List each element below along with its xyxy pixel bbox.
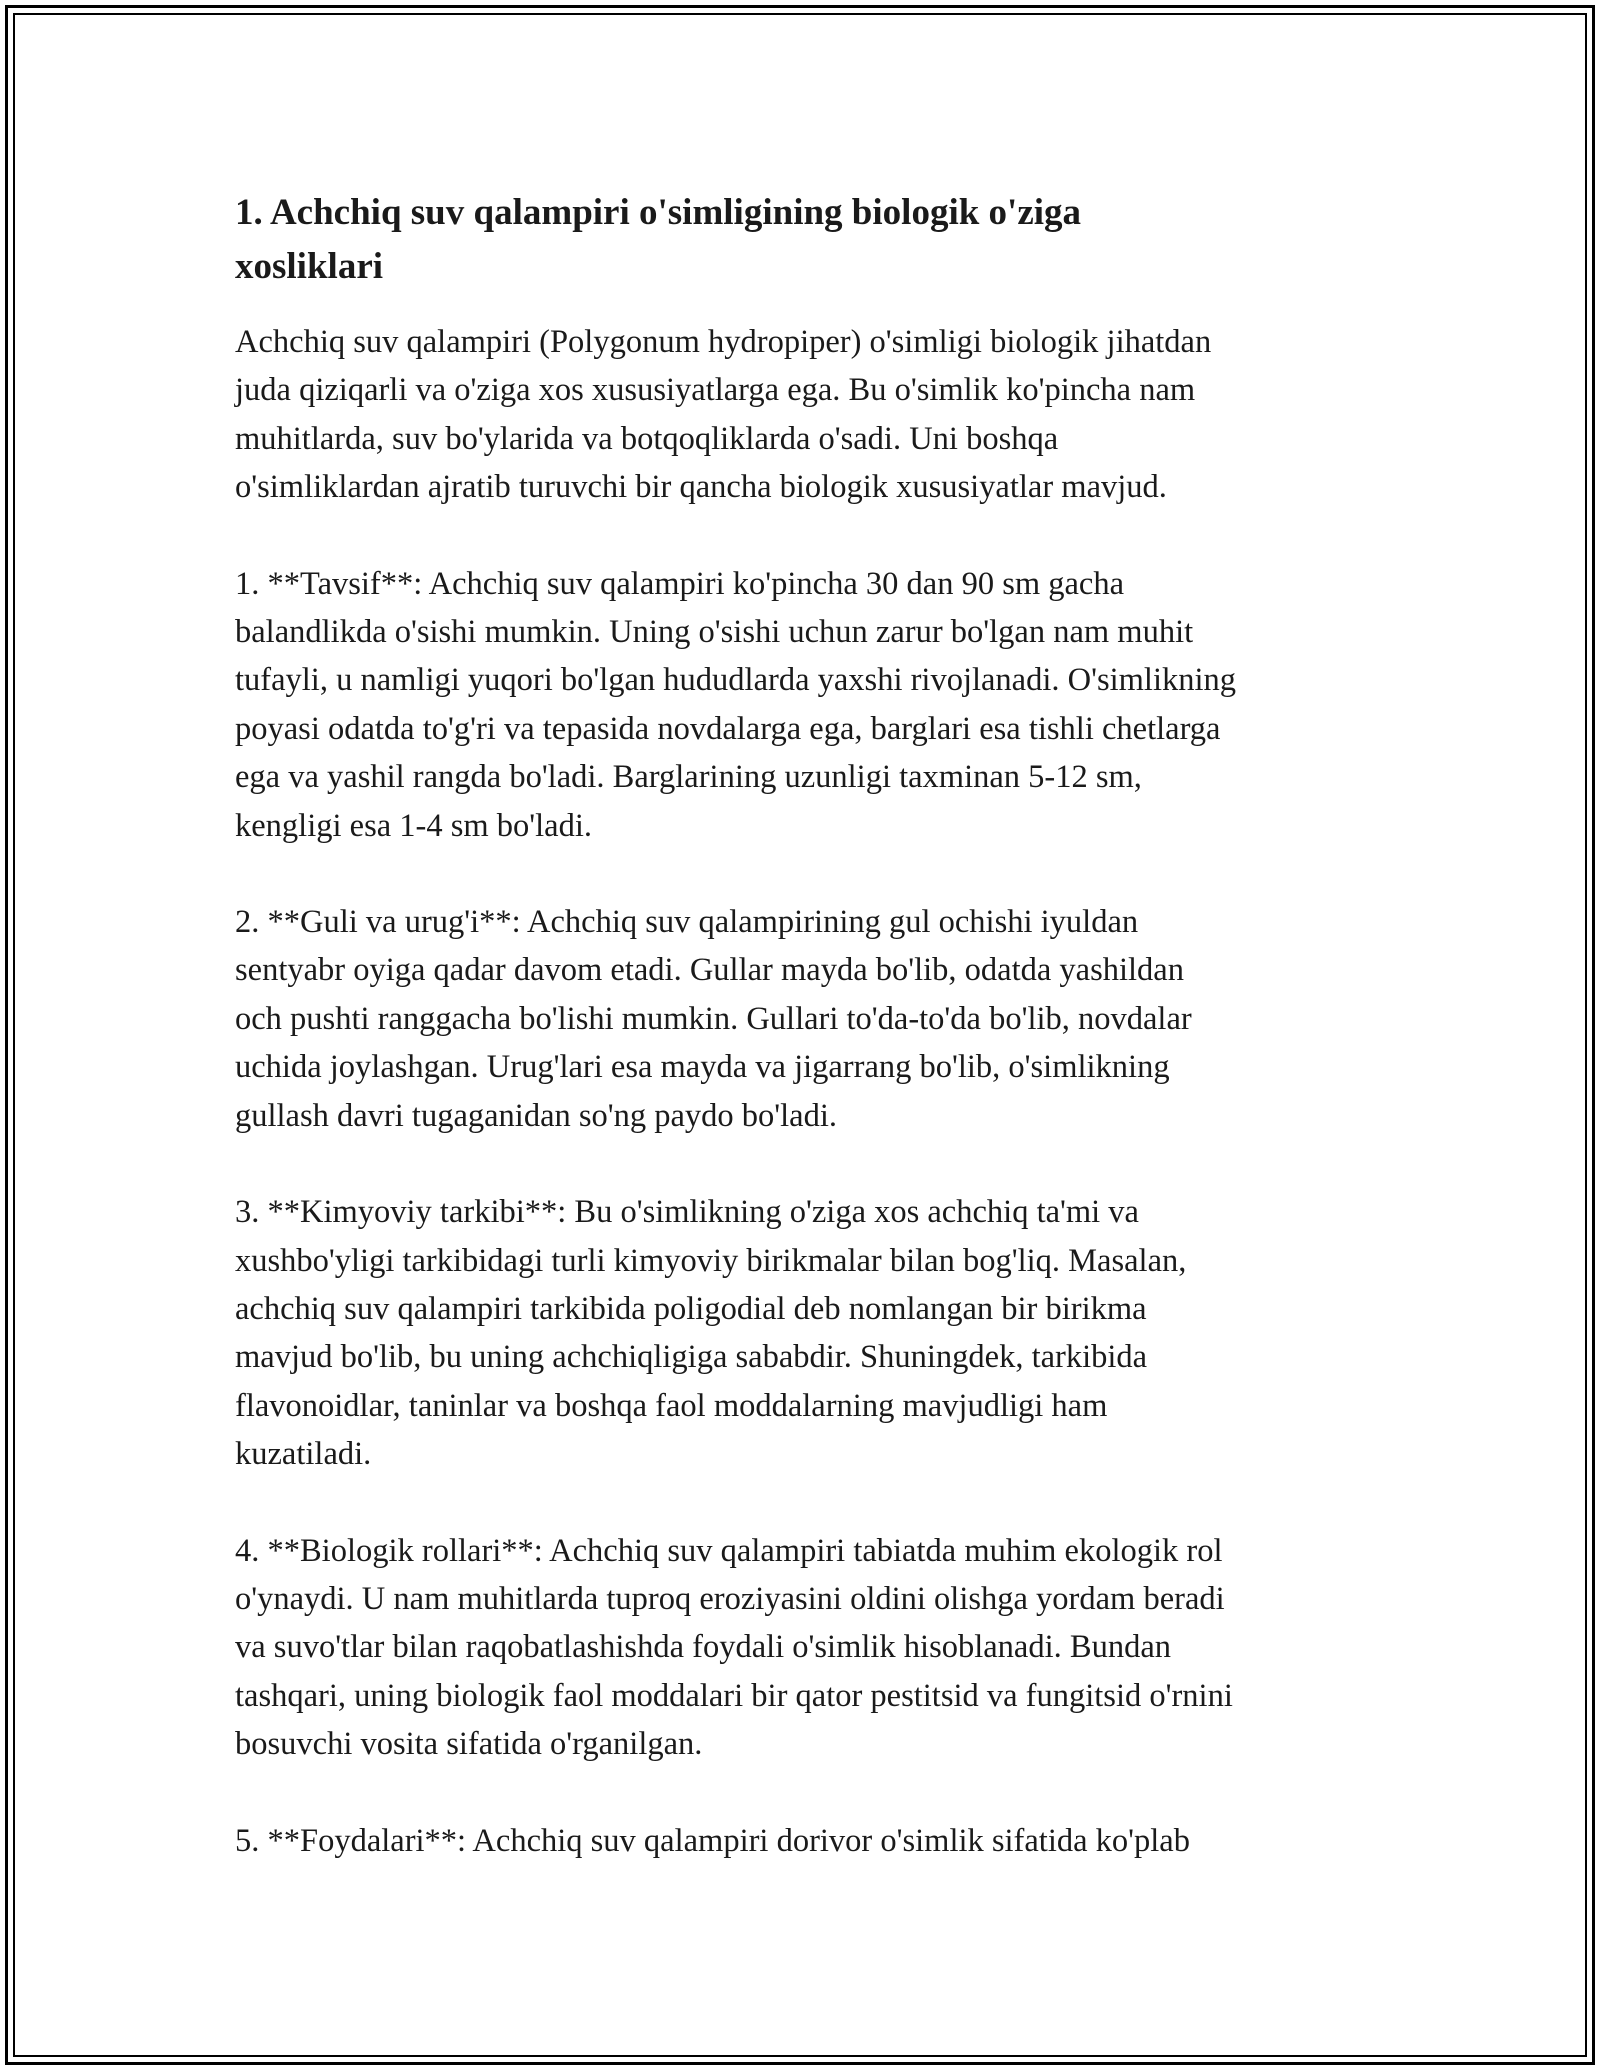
text-line: achchiq suv qalampiri tarkibida poligodial deb nomlangan bir birikma — [235, 1290, 1147, 1327]
text-line: bosuvchi vosita sifatida o'rganilgan. — [235, 1726, 703, 1763]
text-line: mavjud bo'lib, bu uning achchiqligiga sababdir. Shuningdek, tarkibida — [235, 1339, 1148, 1376]
text-line: flavonoidlar, taninlar va boshqa faol moddalarning mavjudligi ham — [235, 1387, 1108, 1424]
text-line: poyasi odatda to'g'ri va tepasida novdalarga ega, barglari esa tishli chetlarga — [235, 710, 1221, 747]
paragraph-guli-va-urugi — [235, 898, 1375, 1140]
text-line: uchida joylashgan. Urug'lari esa mayda va jigarrang bo'lib, o'simlikning — [235, 1049, 1170, 1086]
text-line: tashqari, uning biologik faol moddalari bir qator pestitsid va fungitsid o'rnini — [235, 1677, 1233, 1714]
text-line: 2. **Guli va urug'i**: Achchiq suv qalampirining gul ochishi iyuldan — [235, 904, 1139, 941]
text-line: 1. **Tavsif**: Achchiq suv qalampiri ko'pincha 30 dan 90 sm gacha — [235, 565, 1125, 602]
intro-paragraph — [235, 318, 1375, 512]
text-line: o'ynaydi. U nam muhitlarda tuproq eroziyasini oldini olishga yordam beradi — [235, 1580, 1225, 1617]
text-line: juda qiziqarli va o'ziga xos xususiyatlarga ega. Bu o'simlik ko'pincha nam — [235, 372, 1196, 409]
text-line: kuzatiladi. — [235, 1436, 372, 1473]
text-line: 3. **Kimyoviy tarkibi**: Bu o'simlikning o'ziga xos achchiq ta'mi va — [235, 1194, 1139, 1231]
text-line: Achchiq suv qalampiri (Polygonum hydropiper) o'simligi biologik jihatdan — [235, 324, 1212, 360]
text-line: muhitlarda, suv bo'ylarida va botqoqliklarda o'sadi. Uni boshqa — [235, 420, 1059, 457]
text-line: och pushti ranggacha bo'lishi mumkin. Gullari to'da-to'da bo'lib, novdalar — [235, 1000, 1192, 1037]
text-line: ega va yashil rangda bo'ladi. Barglarining uzunligi taxminan 5-12 sm, — [235, 759, 1142, 796]
section-heading — [235, 186, 1375, 294]
text-line: va suvo'tlar bilan raqobatlashishda foydali o'simlik hisoblanadi. Bundan — [235, 1629, 1171, 1666]
text-line: 4. **Biologik rollari**: Achchiq suv qalampiri tabiatda muhim ekologik rol — [235, 1532, 1223, 1569]
heading-line: 1. Achchiq suv qalampiri o'simligining biologik o'ziga — [235, 192, 1082, 233]
document-body — [235, 186, 1375, 1913]
text-line: sentyabr oyiga qadar davom etadi. Gullar mayda bo'lib, odatda yashildan — [235, 952, 1184, 989]
heading-line: xosliklari — [235, 246, 384, 287]
paragraph-kimyoviy-tarkibi — [235, 1188, 1375, 1478]
text-line: balandlikda o'sishi mumkin. Uning o'sishi uchun zarur bo'lgan nam muhit — [235, 614, 1194, 651]
text-line: tufayli, u namligi yuqori bo'lgan hududlarda yaxshi rivojlanadi. O'simlikning — [235, 662, 1237, 699]
text-line: 5. **Foydalari**: Achchiq suv qalampiri dorivor o'simlik sifatida ko'plab — [235, 1822, 1190, 1859]
paragraph-biologik-rollari — [235, 1527, 1375, 1769]
text-line: o'simliklardan ajratib turuvchi bir qancha biologik xususiyatlar mavjud. — [235, 469, 1167, 506]
paragraph-tavsif — [235, 560, 1375, 850]
paragraph-foydalari — [235, 1817, 1375, 1865]
text-line: kengligi esa 1-4 sm bo'ladi. — [235, 807, 592, 844]
text-line: xushbo'yligi tarkibidagi turli kimyoviy birikmalar bilan bog'liq. Masalan, — [235, 1242, 1187, 1279]
text-line: gullash davri tugaganidan so'ng paydo bo'ladi. — [235, 1097, 838, 1134]
